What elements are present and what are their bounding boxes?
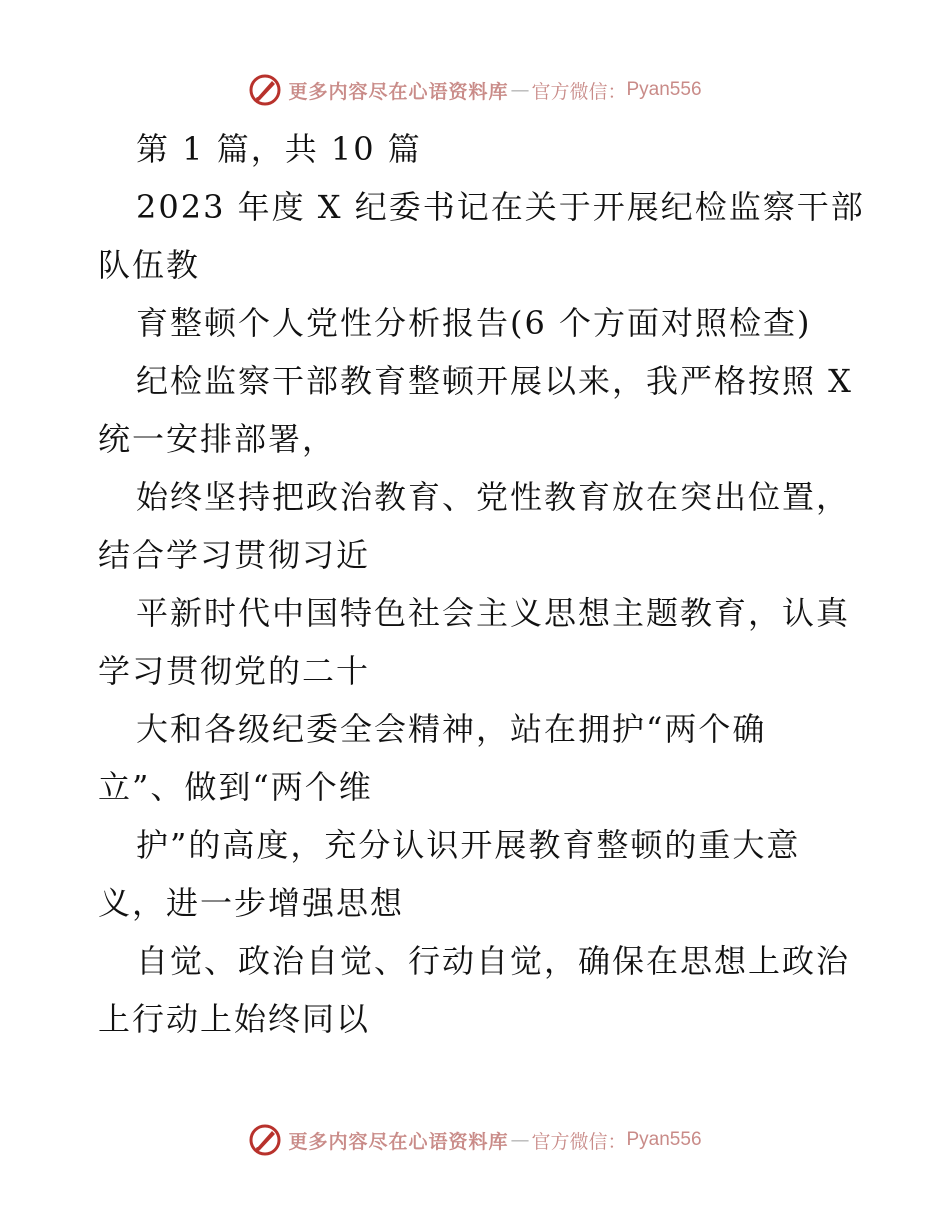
- watermark-id: Pyan556: [626, 1129, 702, 1150]
- document-body: [98, 120, 865, 1048]
- brand-logo-icon: [248, 1123, 282, 1157]
- doc-line: 始终坚持把政治教育、党性教育放在突出位置，: [136, 478, 851, 516]
- doc-line: 2023 年度 X 纪委书记在关于开展纪检监察干部: [136, 188, 865, 226]
- doc-line: 护”的高度，充分认识开展教育整顿的重大意: [136, 826, 801, 864]
- doc-line: 第 1 篇，共 10 篇: [136, 130, 422, 168]
- doc-line: 义，进一步增强思想: [98, 884, 405, 922]
- watermark-label: 官方微信：: [531, 1130, 627, 1153]
- watermark-label: 官方微信：: [531, 80, 627, 103]
- footer-watermark: [0, 1120, 950, 1160]
- doc-line: 平新时代中国特色社会主义思想主题教育，认真: [136, 594, 851, 632]
- doc-line: 立”、做到“两个维: [98, 768, 373, 806]
- doc-line: 大和各级纪委全会精神，站在拥护“两个确: [136, 710, 767, 748]
- brand-logo-icon: [248, 73, 282, 107]
- header-watermark: [0, 70, 950, 110]
- watermark-brand: 更多内容尽在心语资料库: [288, 80, 509, 103]
- doc-line: 结合学习贯彻习近: [98, 536, 371, 574]
- doc-line: 上行动上始终同以: [98, 1000, 371, 1038]
- doc-line: 纪检监察干部教育整顿开展以来，我严格按照 X: [136, 362, 853, 400]
- watermark-dash: —: [510, 1129, 530, 1151]
- doc-line: 育整顿个人党性分析报告(6 个方面对照检查): [136, 304, 812, 342]
- watermark-id: Pyan556: [626, 79, 702, 100]
- doc-line: 自觉、政治自觉、行动自觉，确保在思想上政治: [136, 942, 851, 980]
- watermark-dash: —: [510, 79, 530, 101]
- watermark-brand: 更多内容尽在心语资料库: [288, 1130, 509, 1153]
- doc-line: 队伍教: [98, 246, 201, 284]
- doc-line: 统一安排部署，: [98, 420, 337, 458]
- doc-line: 学习贯彻党的二十: [98, 652, 371, 690]
